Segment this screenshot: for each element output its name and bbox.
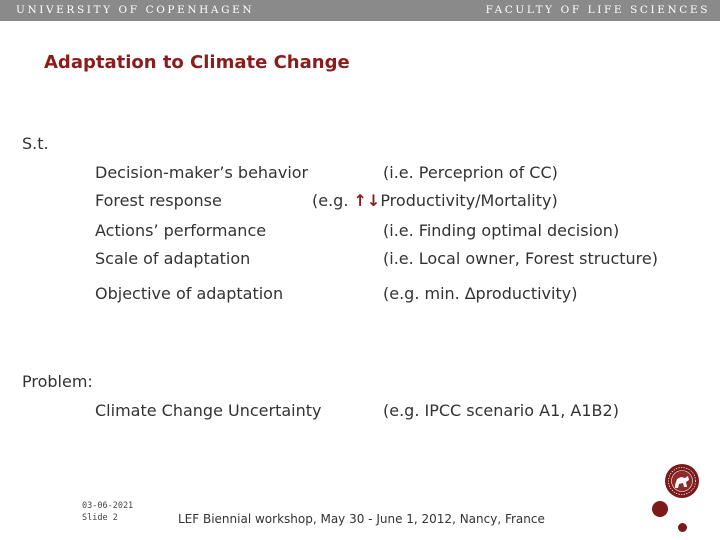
footer-date-block [82, 500, 133, 524]
university-name: UNIVERSITY OF COPENHAGEN [16, 4, 255, 16]
problem-label: Problem: [22, 372, 93, 391]
university-seal-icon [664, 463, 700, 499]
row-label-forest-response: Forest response [95, 191, 222, 210]
up-down-arrows-icon: ↑↓ [353, 191, 381, 210]
row-label-objective: Objective of adaptation [95, 284, 284, 303]
row-note-prefix: (e.g. [312, 191, 354, 210]
row-note-scale: (i.e. Local owner, Forest structure) [383, 249, 658, 268]
slide-title: Adaptation to Climate Change [44, 52, 350, 73]
footer-slide-number: Slide 2 [82, 513, 118, 523]
row-note-forest-response [312, 191, 558, 210]
row-note-objective: (e.g. min. ∆productivity) [383, 284, 578, 303]
row-label-actions-performance: Actions’ performance [95, 221, 267, 240]
row-note-suffix: Productivity/Mortality) [380, 191, 558, 210]
row-note-actions-performance: (i.e. Finding optimal decision) [383, 221, 620, 240]
problem-row-note: (e.g. IPCC scenario A1, A1B2) [383, 401, 619, 420]
st-label: S.t. [22, 134, 49, 153]
row-label-scale: Scale of adaptation [95, 249, 251, 268]
decorative-dot-large [652, 501, 668, 517]
faculty-name: FACULTY OF LIFE SCIENCES [485, 4, 710, 16]
header-bar [0, 0, 720, 21]
footer-date: 03-06-2021 [82, 501, 134, 511]
problem-row-label: Climate Change Uncertainty [95, 401, 322, 420]
decorative-dot-small [678, 523, 687, 532]
row-note-decision-maker: (i.e. Perceprion of CC) [383, 163, 558, 182]
row-label-decision-maker: Decision-maker’s behavior [95, 163, 309, 182]
footer-event: LEF Biennial workshop, May 30 - June 1, 2012, Nancy, France [178, 512, 545, 526]
